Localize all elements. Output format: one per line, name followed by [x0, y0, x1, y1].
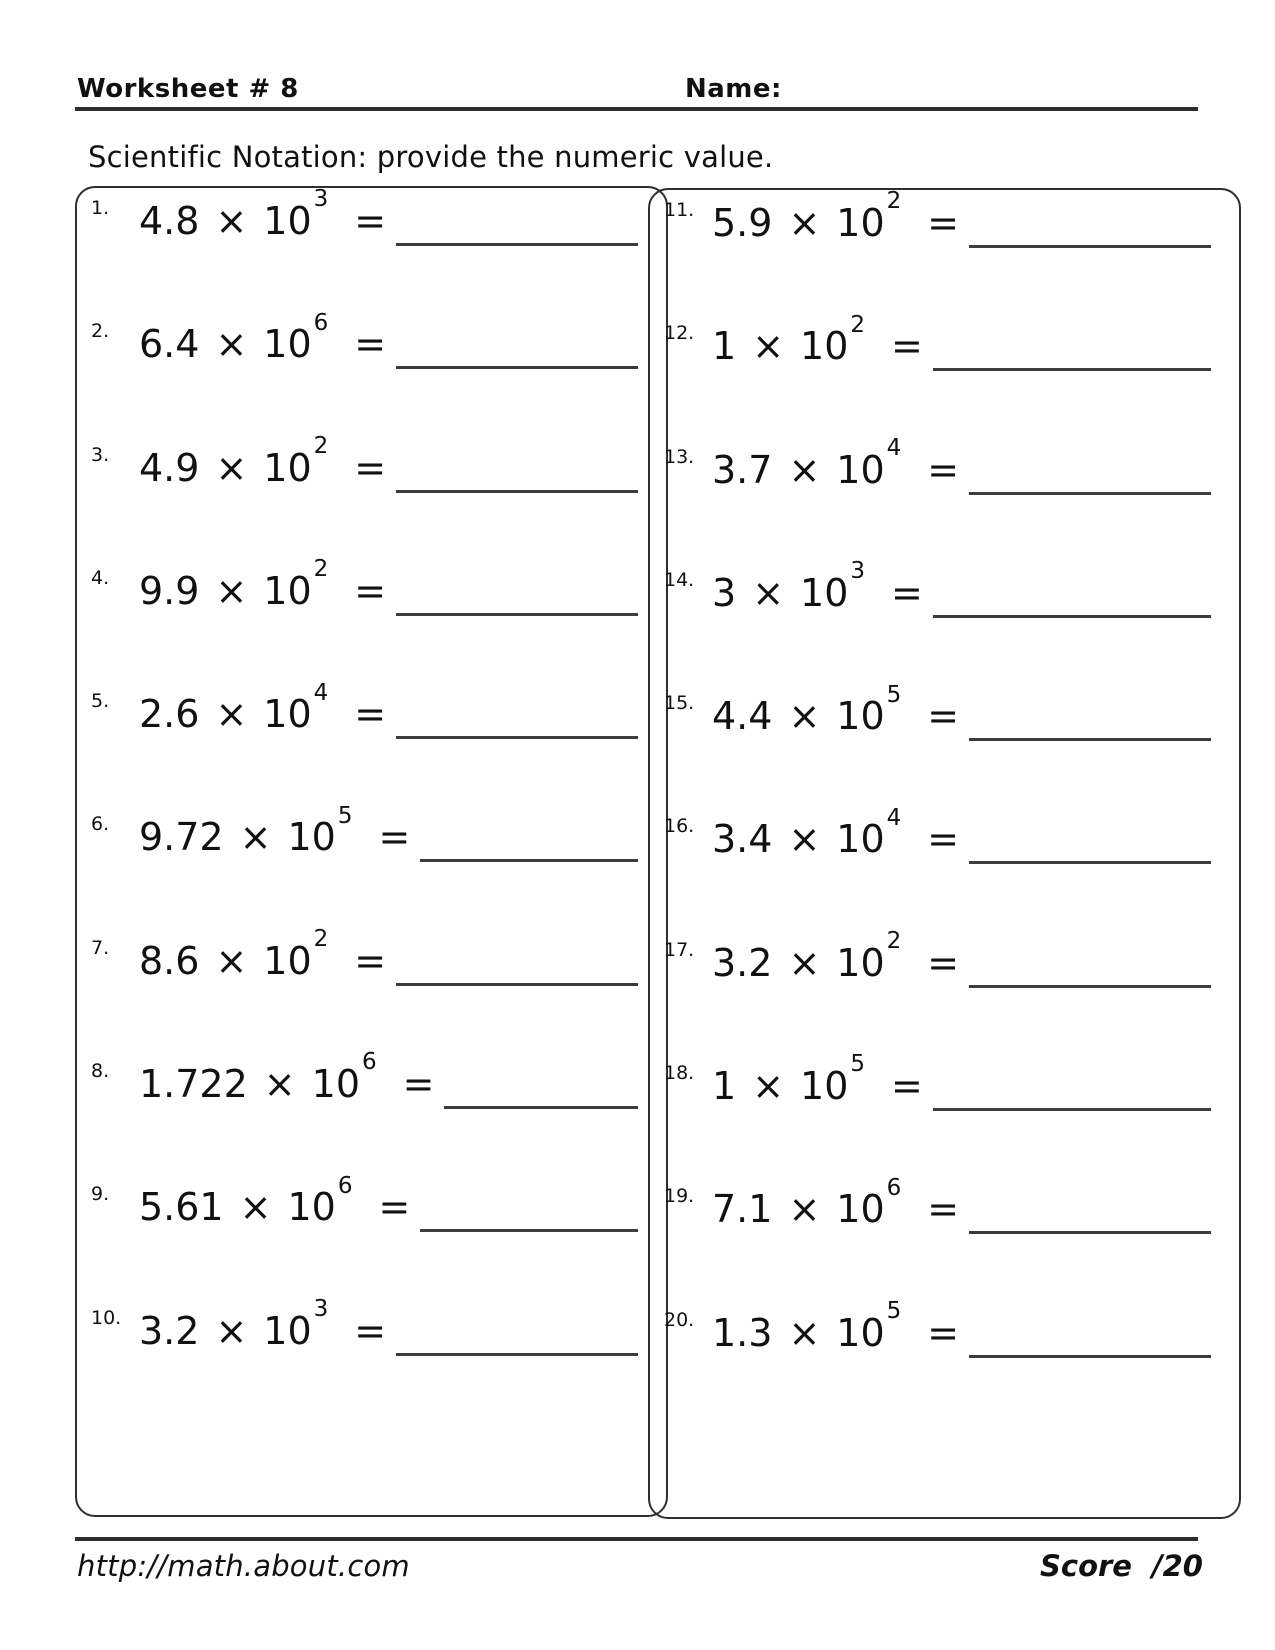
- problem-expression: [139, 679, 396, 737]
- power-of-ten: $10^6$: [311, 1049, 377, 1107]
- answer-blank[interactable]: [396, 490, 638, 493]
- problem-expression: [139, 1049, 444, 1107]
- equals-sign: =: [927, 1310, 960, 1355]
- problem-expression: [712, 434, 969, 492]
- multiply-sign: ×: [215, 199, 248, 243]
- problem-number: 17.: [664, 938, 695, 961]
- coefficient-value: 4.8: [139, 199, 200, 243]
- problem-row: [91, 1296, 638, 1430]
- exponent-value: 6: [313, 309, 329, 336]
- multiply-sign: ×: [215, 445, 248, 490]
- power-of-ten: $10^5$: [800, 1051, 866, 1109]
- multiply-sign: ×: [263, 1062, 296, 1107]
- coefficient-value: 9.72: [139, 815, 224, 860]
- coefficient-value: 6.4: [139, 322, 200, 367]
- exponent-value: 4: [313, 679, 329, 706]
- power-of-ten: $10^6$: [263, 309, 329, 367]
- problem-number: 19.: [664, 1185, 695, 1208]
- exponent-value: 2: [313, 432, 329, 459]
- exponent-value: 5: [886, 1298, 902, 1325]
- multiply-sign: ×: [215, 938, 248, 983]
- problem-expression: [712, 1051, 933, 1109]
- problem-number: 13.: [664, 445, 695, 468]
- problem-expression: [712, 681, 969, 739]
- coefficient-value: 5.61: [139, 1185, 224, 1230]
- power-of-ten: $10^2$: [800, 311, 866, 369]
- problem-number: 15.: [664, 692, 695, 715]
- name-blank-rule[interactable]: [75, 107, 1198, 111]
- problem-row: [664, 1051, 1211, 1185]
- answer-blank[interactable]: [396, 1353, 638, 1356]
- equals-sign: =: [927, 1187, 960, 1232]
- score-value: /20: [1152, 1549, 1203, 1583]
- exponent-value: 2: [313, 556, 329, 583]
- equals-sign: =: [378, 1185, 411, 1230]
- multiply-sign: ×: [788, 1187, 821, 1232]
- footer-rule: [75, 1537, 1198, 1541]
- power-of-ten: $10^2$: [836, 188, 902, 245]
- multiply-sign: ×: [788, 1310, 821, 1355]
- page-title: Worksheet # 8: [77, 74, 299, 104]
- problem-number: 7.: [91, 936, 110, 959]
- problem-row: [664, 1174, 1211, 1308]
- exponent-value: 6: [362, 1049, 377, 1076]
- power-of-ten: $10^4$: [263, 679, 329, 737]
- problem-number: 11.: [664, 199, 695, 221]
- problem-expression: [712, 1174, 969, 1232]
- problem-number: 9.: [91, 1183, 110, 1206]
- equals-sign: =: [927, 447, 960, 492]
- exponent-value: 6: [337, 1172, 353, 1199]
- power-of-ten: $10^5$: [287, 802, 353, 860]
- coefficient-value: 4.9: [139, 445, 200, 490]
- problem-number: 3.: [91, 443, 110, 466]
- multiply-sign: ×: [788, 694, 821, 739]
- problem-number: 14.: [664, 568, 695, 591]
- problem-expression: [712, 558, 933, 615]
- equals-sign: =: [891, 324, 923, 369]
- coefficient-value: 3.7: [712, 447, 773, 492]
- problem-row: [664, 188, 1211, 322]
- coefficient-value: 4.4: [712, 694, 773, 739]
- problem-number: 12.: [664, 322, 695, 345]
- problem-expression: [139, 186, 396, 243]
- problem-expression: [712, 1298, 969, 1355]
- problem-row: [664, 681, 1211, 815]
- power-of-ten: $10^2$: [263, 926, 329, 983]
- problem-number: 4.: [91, 566, 110, 589]
- multiply-sign: ×: [215, 568, 248, 613]
- equals-sign: =: [354, 199, 387, 243]
- problem-number: 1.: [91, 197, 110, 219]
- answer-blank[interactable]: [969, 1231, 1211, 1234]
- exponent-value: 2: [313, 926, 329, 953]
- power-of-ten: $10^4$: [836, 434, 902, 492]
- multiply-sign: ×: [239, 1185, 272, 1230]
- problem-row: [91, 309, 638, 443]
- problem-number: 5.: [91, 690, 110, 713]
- problem-number: 8.: [91, 1060, 110, 1083]
- multiply-sign: ×: [788, 447, 821, 492]
- coefficient-value: 5.9: [712, 201, 773, 245]
- problem-expression: [139, 556, 396, 613]
- equals-sign: =: [927, 694, 960, 739]
- power-of-ten: $10^5$: [836, 681, 902, 739]
- problem-expression: [139, 802, 420, 860]
- equals-sign: =: [354, 1308, 387, 1353]
- problem-row: [664, 1298, 1211, 1432]
- power-of-ten: $10^3$: [263, 1296, 329, 1353]
- coefficient-value: 2.6: [139, 692, 200, 737]
- answer-blank[interactable]: [969, 738, 1211, 741]
- power-of-ten: $10^2$: [836, 928, 902, 985]
- answer-blank[interactable]: [969, 861, 1211, 864]
- equals-sign: =: [354, 445, 387, 490]
- exponent-value: 2: [886, 188, 902, 215]
- exponent-value: 2: [886, 928, 902, 955]
- problem-row: [91, 679, 638, 813]
- answer-blank[interactable]: [396, 983, 638, 986]
- problem-row: [91, 802, 638, 936]
- multiply-sign: ×: [788, 817, 821, 862]
- answer-blank[interactable]: [933, 1108, 1211, 1111]
- problem-row: [664, 558, 1211, 692]
- score-label: Score: [1040, 1549, 1132, 1583]
- equals-sign: =: [402, 1062, 435, 1107]
- answer-blank[interactable]: [420, 859, 638, 862]
- problem-expression: [139, 1296, 396, 1353]
- answer-blank[interactable]: [969, 985, 1211, 988]
- answer-blank[interactable]: [969, 492, 1211, 495]
- equals-sign: =: [378, 815, 411, 860]
- exponent-value: 4: [886, 434, 902, 461]
- problem-number: 6.: [91, 813, 110, 836]
- exponent-value: 3: [850, 558, 866, 585]
- answer-blank[interactable]: [420, 1229, 638, 1232]
- coefficient-value: 3.2: [139, 1308, 200, 1353]
- equals-sign: =: [927, 201, 960, 245]
- exponent-value: 5: [337, 802, 353, 829]
- problem-row: [664, 434, 1211, 569]
- name-label: Name:: [685, 74, 782, 104]
- equals-sign: =: [354, 568, 387, 613]
- power-of-ten: $10^3$: [800, 558, 866, 615]
- answer-blank[interactable]: [933, 368, 1211, 371]
- problem-expression: [712, 804, 969, 862]
- answer-blank[interactable]: [969, 1355, 1211, 1358]
- answer-blank[interactable]: [396, 366, 638, 369]
- problem-expression: [139, 432, 396, 490]
- problem-row: [91, 926, 638, 1060]
- problem-row: [91, 186, 638, 320]
- problem-row: [91, 1049, 638, 1183]
- answer-blank[interactable]: [396, 736, 638, 739]
- coefficient-value: 9.9: [139, 568, 200, 613]
- coefficient-value: 1: [712, 1064, 737, 1109]
- problems-box-left: [75, 186, 668, 1517]
- problem-number: 18.: [664, 1062, 695, 1085]
- footer-url: http://math.about.com: [77, 1549, 410, 1583]
- multiply-sign: ×: [788, 201, 821, 245]
- coefficient-value: 1.3: [712, 1310, 773, 1355]
- exponent-value: 4: [886, 804, 902, 831]
- exponent-value: 3: [313, 186, 329, 213]
- problem-expression: [139, 309, 396, 367]
- problem-number: 10.: [91, 1306, 122, 1329]
- exponent-value: 6: [886, 1174, 902, 1201]
- problem-row: [91, 556, 638, 690]
- instructions-text: Scientific Notation: provide the numeric value.: [88, 140, 774, 174]
- problem-row: [664, 928, 1211, 1062]
- equals-sign: =: [891, 570, 923, 615]
- exponent-value: 3: [313, 1296, 329, 1323]
- multiply-sign: ×: [215, 322, 248, 367]
- answer-blank[interactable]: [969, 245, 1211, 248]
- equals-sign: =: [927, 940, 960, 985]
- equals-sign: =: [354, 938, 387, 983]
- problem-expression: [712, 311, 933, 369]
- power-of-ten: $10^4$: [836, 804, 902, 862]
- problems-box-right: [648, 188, 1241, 1519]
- coefficient-value: 1.722: [139, 1062, 248, 1107]
- power-of-ten: $10^5$: [836, 1298, 902, 1355]
- problem-row: [91, 1172, 638, 1306]
- problem-expression: [139, 1172, 420, 1230]
- exponent-value: 2: [850, 311, 866, 338]
- exponent-value: 5: [886, 681, 902, 708]
- coefficient-value: 3: [712, 570, 737, 615]
- multiply-sign: ×: [215, 692, 248, 737]
- answer-blank[interactable]: [396, 243, 638, 246]
- multiply-sign: ×: [752, 570, 785, 615]
- equals-sign: =: [354, 322, 387, 367]
- answer-blank[interactable]: [444, 1106, 638, 1109]
- problem-number: 20.: [664, 1308, 695, 1331]
- coefficient-value: 3.4: [712, 817, 773, 862]
- coefficient-value: 1: [712, 324, 737, 369]
- coefficient-value: 7.1: [712, 1187, 773, 1232]
- problem-row: [664, 311, 1211, 445]
- multiply-sign: ×: [752, 1064, 785, 1109]
- answer-blank[interactable]: [933, 615, 1211, 618]
- equals-sign: =: [927, 817, 960, 862]
- multiply-sign: ×: [239, 815, 272, 860]
- coefficient-value: 8.6: [139, 938, 200, 983]
- equals-sign: =: [354, 692, 387, 737]
- multiply-sign: ×: [215, 1308, 248, 1353]
- exponent-value: 5: [850, 1051, 866, 1078]
- power-of-ten: $10^3$: [263, 186, 329, 243]
- problem-number: 16.: [664, 815, 695, 838]
- multiply-sign: ×: [788, 940, 821, 985]
- multiply-sign: ×: [752, 324, 785, 369]
- problem-expression: [139, 926, 396, 983]
- power-of-ten: $10^2$: [263, 432, 329, 490]
- equals-sign: =: [891, 1064, 923, 1109]
- problem-row: [664, 804, 1211, 938]
- problem-expression: [712, 928, 969, 985]
- coefficient-value: 3.2: [712, 940, 773, 985]
- problem-number: 2.: [91, 320, 110, 343]
- problem-expression: [712, 188, 969, 245]
- power-of-ten: $10^6$: [836, 1174, 902, 1232]
- problem-row: [91, 432, 638, 567]
- power-of-ten: $10^2$: [263, 556, 329, 613]
- answer-blank[interactable]: [396, 613, 638, 616]
- power-of-ten: $10^6$: [287, 1172, 353, 1230]
